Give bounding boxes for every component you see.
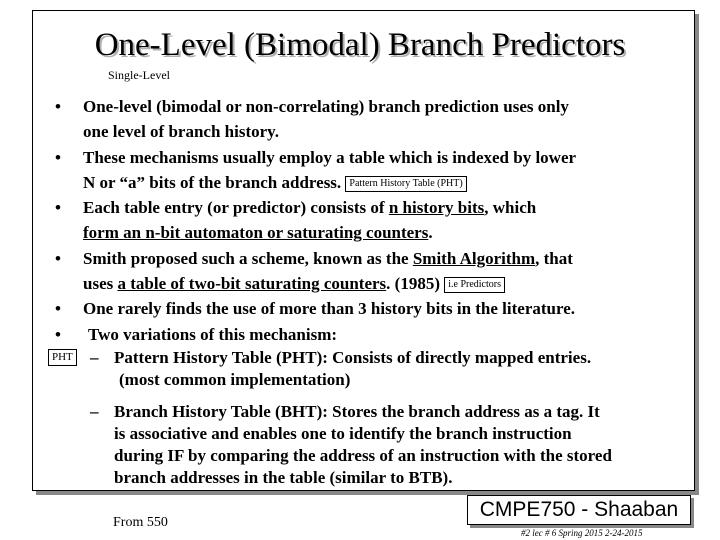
- bullet-icon: •: [55, 97, 61, 116]
- bullet-text: , that: [535, 248, 573, 268]
- bullet-text: These mechanisms usually employ a table which is indexed by lower: [83, 147, 577, 167]
- bullet-item: [55, 246, 695, 297]
- bullet-text: One rarely finds the use of more than 3 history bits in the literature.: [83, 299, 576, 319]
- sub-bullet-text: is associative and enables one to identify the branch instruction: [114, 424, 572, 443]
- bullet-item: [55, 195, 695, 246]
- bullet-icon: •: [55, 299, 61, 319]
- sub-bullet-pht: [90, 347, 690, 391]
- source-note: From 550: [113, 515, 168, 530]
- underlined-text: Smith Algorithm: [412, 248, 536, 268]
- underlined-text: form an n-bit automaton or saturating counters: [83, 223, 429, 243]
- bullet-icon: •: [55, 198, 61, 218]
- bullet-text: N or “a” bits of the branch address.: [83, 172, 342, 192]
- bullet-list: [55, 94, 695, 347]
- sub-bullet-text: (most common implementation): [119, 370, 351, 389]
- predictors-callout-box: i.e Predictors: [444, 277, 505, 293]
- pht-label-box: PHT: [48, 349, 77, 366]
- sub-bullet-text: during IF by comparing the address of an instruction with the stored: [114, 446, 612, 465]
- sub-bullet-text: Branch History Table (BHT): Stores the branch address as a tag. It: [114, 402, 600, 421]
- bullet-item: [55, 296, 695, 321]
- bullet-text: .: [428, 223, 433, 243]
- slide-subtitle: Single-Level: [108, 68, 170, 82]
- underlined-text: a table of two-bit saturating counters: [117, 274, 387, 294]
- underlined-text: n history bits: [388, 198, 485, 218]
- sub-bullet-bht: [90, 401, 690, 489]
- bullet-text: One-level (bimodal or non-correlating) branch prediction uses only: [83, 97, 569, 116]
- bullet-text: Two variations of this mechanism:: [88, 324, 338, 344]
- bullet-text: , which: [484, 198, 537, 218]
- dash-icon: –: [90, 402, 99, 421]
- sub-bullet-text: branch addresses in the table (similar to BTB).: [114, 468, 453, 487]
- bullet-text: Each table entry (or predictor) consists of: [83, 198, 389, 218]
- bullet-icon: •: [55, 324, 61, 344]
- bullet-item: [55, 94, 695, 145]
- sub-bullet-text: Pattern History Table (PHT): Consists of directly mapped entries.: [114, 348, 592, 367]
- bullet-text: Smith proposed such a scheme, known as the: [83, 248, 413, 268]
- bullet-text: one level of branch history.: [83, 122, 279, 142]
- course-brand-box: CMPE750 - Shaaban: [467, 495, 691, 525]
- bullet-text: . (1985): [386, 274, 440, 294]
- bullet-icon: •: [55, 147, 61, 167]
- bullet-text: uses: [83, 274, 118, 294]
- slide-footer: #2 lec # 6 Spring 2015 2-24-2015: [521, 528, 643, 538]
- bullet-icon: •: [55, 248, 61, 268]
- slide-title: One-Level (Bimodal) Branch Predictors: [94, 27, 626, 63]
- dash-icon: –: [90, 348, 99, 367]
- bullet-item: [55, 145, 695, 196]
- bullet-item: [55, 322, 695, 347]
- pht-callout-box: Pattern History Table (PHT): [345, 176, 466, 192]
